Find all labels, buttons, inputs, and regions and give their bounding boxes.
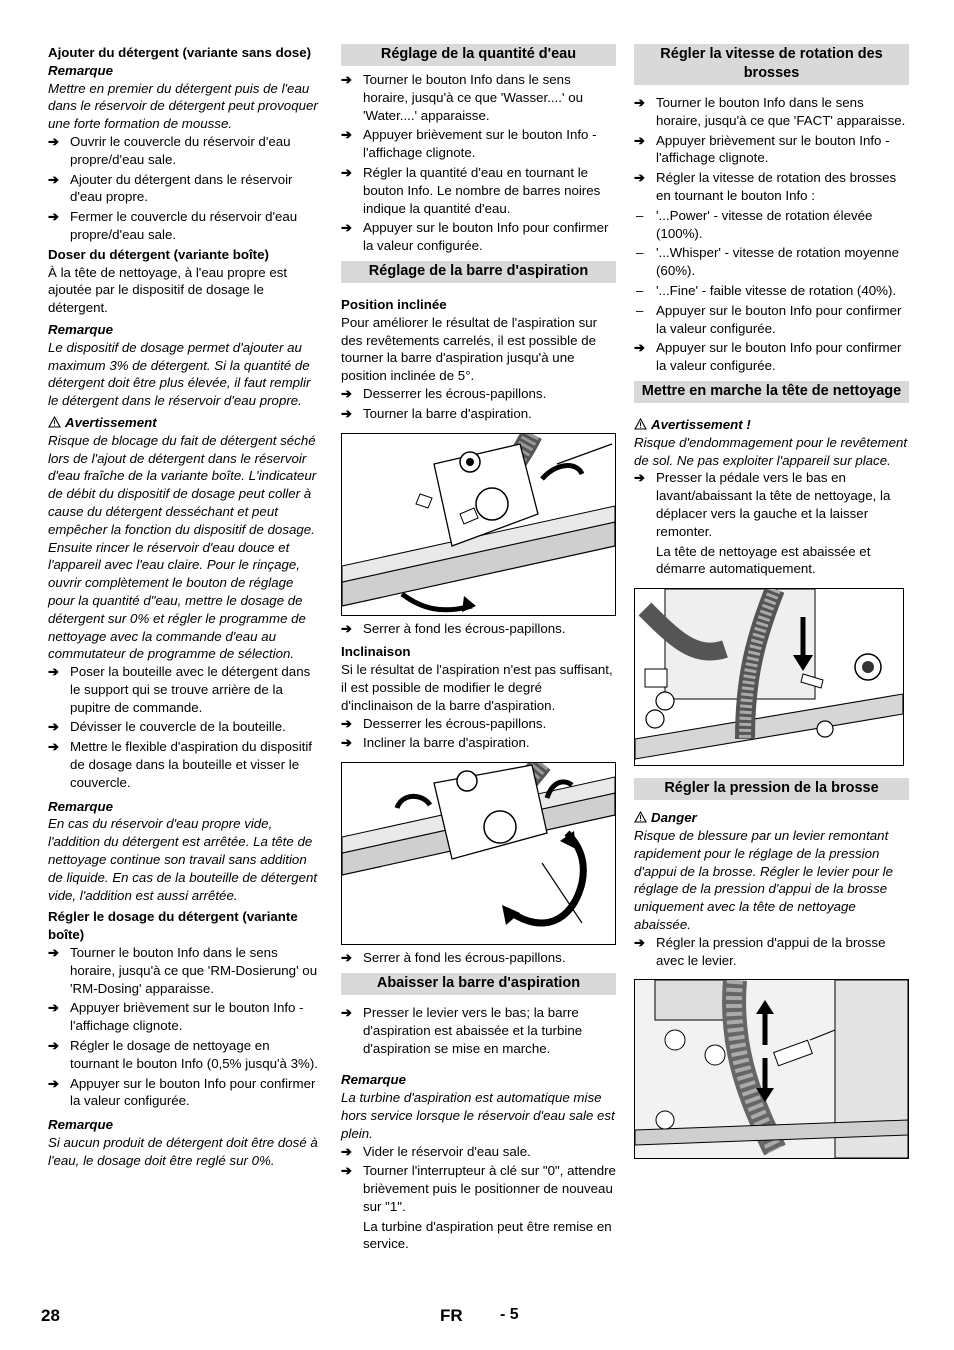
- arrow-right-icon: ➔: [48, 945, 59, 961]
- arrow-right-icon: ➔: [48, 739, 59, 755]
- step: ➔ Tourner l'interrupteur à clé sur "0", attendre brièvement puis le positionner de nouveau sur "1".: [341, 1163, 616, 1214]
- section-heading-lower-squeegee: Abaisser la barre d'aspiration: [341, 973, 616, 995]
- paragraph: Si le résultat de l'aspiration n'est pas suffisant, il est possible de modifier le degré d'inclinaison de la barre d'aspiration.: [341, 662, 613, 713]
- step: ➔ Appuyer sur le bouton Info pour confirmer la valeur configurée.: [634, 340, 902, 374]
- arrow-right-icon: ➔: [48, 1000, 59, 1016]
- arrow-right-icon: ➔: [48, 1038, 59, 1054]
- step: ➔ Ouvrir le couvercle du réservoir d'eau propre/d'eau sale.: [48, 133, 291, 167]
- arrow-right-icon: ➔: [341, 1004, 352, 1020]
- remark-text: La turbine d'aspiration est automatique mise hors service lorsque le réservoir d'eau sale est plein.: [341, 1090, 615, 1141]
- step: ➔ Appuyer sur le bouton Info pour confirmer la valeur configurée.: [341, 220, 609, 254]
- warning-heading: Avertissement !: [634, 416, 909, 434]
- step: ➔ Régler la quantité d'eau en tournant le bouton Info. Le nombre de barres noires indique la quantité d'eau.: [341, 164, 601, 216]
- remark-text: Le dispositif de dosage permet d'ajouter au maximum 3% de détergent. Si la quantité de détergent doit être plus élevée, il faut remplir le détergent dans le réservoir d'eau propre.: [48, 339, 311, 409]
- warning-triangle-icon: [48, 416, 61, 428]
- step: ➔ Presser la pédale vers le bas en lavant/abaissant la tête de nettoyage, la déplacer vers la gauche et la laisser remonter.: [634, 470, 891, 539]
- step: ➔ Tourner le bouton Info dans le sens horaire, jusqu'à ce que 'FACT' apparaisse.: [634, 95, 906, 128]
- step: ➔ Tourner le bouton Info dans le sens horaire, jusqu'à ce que 'Wasser....' ou 'Water....' apparaisse.: [341, 72, 583, 123]
- step: ➔ Serrer à fond les écrous-papillons.: [341, 950, 566, 966]
- step: ➔ Appuyer brièvement sur le bouton Info - l'affichage clignote.: [48, 1000, 304, 1034]
- step: ➔ Dévisser le couvercle de la bouteille.: [48, 719, 286, 735]
- arrow-right-icon: ➔: [341, 385, 352, 401]
- arrow-right-icon: ➔: [341, 950, 352, 966]
- heading-inclined-position: Position inclinée: [341, 296, 447, 312]
- language-code: FR: [440, 1306, 463, 1325]
- arrow-right-icon: ➔: [341, 715, 352, 731]
- squeegee-illustration: [342, 434, 615, 615]
- arrow-right-icon: ➔: [341, 164, 352, 180]
- column-2: [341, 44, 616, 1255]
- section-heading-start-head: Mettre en marche la tête de nettoyage: [634, 381, 909, 403]
- squeegee-incline-illustration: [342, 763, 615, 944]
- arrow-right-icon: ➔: [48, 133, 59, 149]
- column-1: [48, 44, 322, 1170]
- arrow-right-icon: ➔: [48, 664, 59, 680]
- section-heading-brush-pressure: Régler la pression de la brosse: [634, 778, 909, 800]
- arrow-right-icon: ➔: [634, 340, 645, 356]
- step: ➔ Ajouter du détergent dans le réservoir d'eau propre.: [48, 171, 293, 205]
- arrow-right-icon: ➔: [48, 209, 59, 225]
- arrow-right-icon: ➔: [341, 127, 352, 143]
- arrow-right-icon: ➔: [341, 72, 352, 87]
- figure-squeegee-turn: [341, 433, 616, 616]
- remark-label: Remarque: [48, 1117, 114, 1133]
- section-heading-squeegee: Réglage de la barre d'aspiration: [341, 261, 616, 283]
- remark-text: Si aucun produit de détergent doit être dosé à l'eau, le dosage doit être reglé sur 0%.: [48, 1135, 318, 1168]
- section-heading-water-quantity: Réglage de la quantité d'eau: [341, 44, 616, 66]
- danger-heading: Danger: [634, 809, 909, 827]
- step: ➔ Régler la vitesse de rotation des brosses en tournant le bouton Info :: [634, 170, 897, 203]
- arrow-right-icon: ➔: [634, 934, 645, 950]
- result-text: La tête de nettoyage est abaissée et démarre automatiquement.: [656, 543, 871, 577]
- figure-brush-lever: [634, 979, 909, 1159]
- pedal-illustration: [635, 589, 903, 765]
- page-number: 28: [41, 1306, 60, 1325]
- step: ➔ Tourner la barre d'aspiration.: [341, 405, 532, 421]
- arrow-right-icon: ➔: [634, 132, 645, 148]
- remark-text: En cas du réservoir d'eau propre vide, l'addition du détergent est arrêtée. La tête de nettoyage continue son travail sans addition de liquide. En cas de la bouteille de détergent vide, l'addition est aussi arrêtée.: [48, 816, 318, 903]
- dash-item: – Appuyer sur le bouton Info pour confirmer la valeur configurée.: [636, 302, 902, 336]
- warning-triangle-icon: [634, 418, 647, 430]
- remark-label: Remarque: [48, 62, 114, 78]
- step: ➔ Presser le levier vers le bas; la barre d'aspiration est abaissée et la turbine d'aspiration se mise en marche.: [341, 1004, 583, 1056]
- section-heading-brush-speed: Régler la vitesse de rotation des brosses: [634, 44, 909, 85]
- remark-text: Mettre en premier du détergent puis de l'eau dans le réservoir de détergent peut provoquer une forte formation de mousse.: [48, 80, 318, 132]
- step: ➔ Desserrer les écrous-papillons.: [341, 385, 547, 401]
- arrow-right-icon: ➔: [48, 1075, 59, 1091]
- step: ➔ Régler le dosage de nettoyage en tournant le bouton Info (0,5% jusqu'à 3%).: [48, 1038, 318, 1071]
- dash-item: – '...Power' - vitesse de rotation élevée (100%).: [636, 207, 873, 241]
- arrow-right-icon: ➔: [634, 95, 645, 110]
- step: ➔ Appuyer brièvement sur le bouton Info - l'affichage clignote.: [634, 132, 890, 166]
- danger-text: Risque de blessure par un levier remontant rapidement pour le réglage de la pression d'appui de la brosse. Régler le levier pour le réglage de la pression d'appui de la brosse uniquement avec la tête de nettoyage abaissée.: [634, 827, 894, 932]
- warning-text: Risque de blocage du fait de détergent séché lors de l'ajout de détergent dans le réservoir d'eau fraîche de la variante boîte. L'indicateur de débit du dispositif de dosage peut coller à cause du détergent desséchant et peut empêcher la fonction du dispositif de dosage. Ensuite rincer le réservoir d'eau douce et l'appareil avec l'eau claire. Pour le rinçage, ouvrir complètement le bouton de réglage pour la quantité d"eau, mettre le dosage de détergent sur 0% et régler le programme de nettoyage avec la commande d'eau au commutateur de programme de sélection.: [48, 432, 317, 662]
- step: ➔ Appuyer sur le bouton Info pour confirmer la valeur configurée.: [48, 1075, 316, 1109]
- step: ➔ Fermer le couvercle du réservoir d'eau propre/d'eau sale.: [48, 209, 298, 242]
- arrow-right-icon: ➔: [634, 170, 645, 186]
- remark-label: Remarque: [341, 1072, 407, 1088]
- heading-inclination: Inclinaison: [341, 644, 411, 660]
- step: ➔ Desserrer les écrous-papillons.: [341, 715, 547, 731]
- step: ➔ Tourner le bouton Info dans le sens horaire, jusqu'à ce que 'RM-Dosierung' ou 'RM-Dosing' apparaisse.: [48, 945, 318, 996]
- step: ➔ Régler la pression d'appui de la brosse avec le levier.: [634, 934, 886, 968]
- figure-pedal: [634, 588, 904, 766]
- step: ➔ Poser la bouteille avec le détergent dans le support qui se trouve arrière de la pupitre de commande.: [48, 664, 311, 715]
- remark-label: Remarque: [48, 798, 114, 814]
- remark-label: Remarque: [48, 321, 114, 337]
- heading-add-detergent: Ajouter du détergent (variante sans dose): [48, 45, 312, 60]
- dash-item: – '...Fine' - faible vitesse de rotation (40%).: [636, 282, 897, 298]
- dash-item: – '...Whisper' - vitesse de rotation moyenne (60%).: [636, 245, 900, 279]
- arrow-right-icon: ➔: [48, 171, 59, 187]
- figure-squeegee-incline: [341, 762, 616, 945]
- brush-lever-illustration: [635, 980, 908, 1158]
- step: ➔ Vider le réservoir d'eau sale.: [341, 1143, 531, 1159]
- arrow-right-icon: ➔: [341, 1163, 352, 1179]
- step: ➔ Serrer à fond les écrous-papillons.: [341, 620, 566, 636]
- warning-text: Risque d'endommagement pour le revêtement de sol. Ne pas exploiter l'appareil sur place.: [634, 434, 908, 468]
- heading-set-dosing: Régler le dosage du détergent (variante boîte): [48, 909, 298, 943]
- step: ➔ Incliner la barre d'aspiration.: [341, 735, 530, 751]
- result-text: La turbine d'aspiration peut être remise en service.: [363, 1218, 612, 1252]
- step: ➔ Appuyer brièvement sur le bouton Info - l'affichage clignote.: [341, 127, 597, 161]
- arrow-right-icon: ➔: [48, 719, 59, 735]
- paragraph: À la tête de nettoyage, à l'eau propre est ajoutée par le dispositif de dosage le détergent.: [48, 264, 288, 316]
- step: ➔ Mettre le flexible d'aspiration du dispositif de dosage dans la bouteille et visser le couvercle.: [48, 739, 313, 790]
- warning-triangle-icon: [634, 811, 647, 823]
- arrow-right-icon: ➔: [341, 220, 352, 236]
- arrow-right-icon: ➔: [634, 470, 645, 486]
- arrow-right-icon: ➔: [341, 735, 352, 751]
- page-subnumber: - 5: [500, 1306, 519, 1323]
- column-3: [634, 44, 909, 1159]
- arrow-right-icon: ➔: [341, 1143, 352, 1159]
- paragraph: Pour améliorer le résultat de l'aspiration sur des revêtements carrelés, il est possible de tourner la barre d'aspiration jusqu'à une position inclinée de 5°.: [341, 314, 598, 384]
- arrow-right-icon: ➔: [341, 405, 352, 421]
- heading-dose-detergent: Doser du détergent (variante boîte): [48, 246, 269, 262]
- arrow-right-icon: ➔: [341, 620, 352, 636]
- warning-heading: Avertissement: [48, 414, 322, 432]
